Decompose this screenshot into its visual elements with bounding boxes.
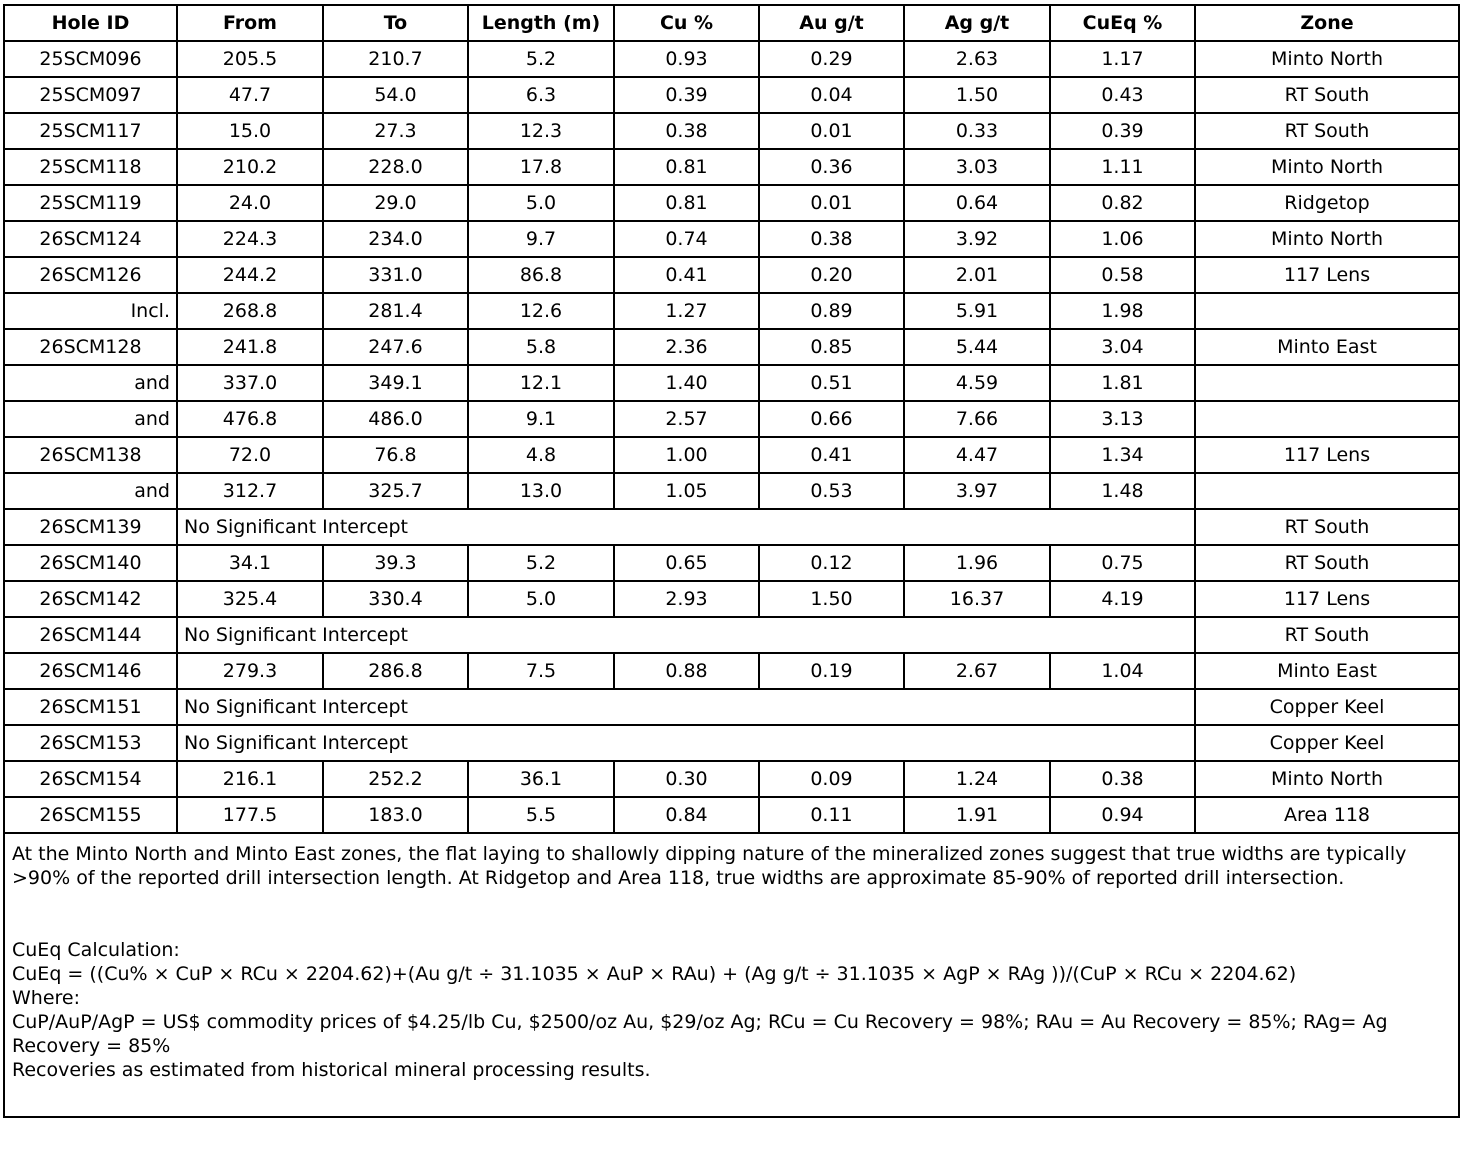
zone-cell: RT South [1195,509,1459,545]
cu-cell: 0.74 [614,221,759,257]
ag-cell: 0.64 [904,185,1050,221]
from-cell: 34.1 [177,545,323,581]
from-cell: 279.3 [177,653,323,689]
to-cell: 286.8 [323,653,468,689]
zone-cell: RT South [1195,113,1459,149]
cueq-cell: 0.39 [1050,113,1195,149]
table-row [4,221,1459,257]
ag-cell: 4.59 [904,365,1050,401]
hole-id-cell: 26SCM151 [4,689,177,725]
sub-interval-label: and [4,365,177,401]
to-cell: 76.8 [323,437,468,473]
spacer [12,890,1451,938]
to-cell: 39.3 [323,545,468,581]
zone-cell: Minto North [1195,761,1459,797]
au-cell: 0.38 [759,221,904,257]
zone-cell: Ridgetop [1195,185,1459,221]
length-cell: 5.2 [468,41,614,77]
table-row [4,365,1459,401]
ag-cell: 2.01 [904,257,1050,293]
to-cell: 29.0 [323,185,468,221]
length-cell: 12.3 [468,113,614,149]
au-cell: 0.36 [759,149,904,185]
cueq-cell: 0.82 [1050,185,1195,221]
cu-cell: 1.05 [614,473,759,509]
cu-cell: 1.40 [614,365,759,401]
table-row [4,41,1459,77]
no-intercept-cell: No Significant Intercept [177,509,1195,545]
col-header-hole-id: Hole ID [4,5,177,41]
no-intercept-cell: No Significant Intercept [177,617,1195,653]
hole-id-cell: 26SCM140 [4,545,177,581]
table-row [4,725,1459,761]
length-cell: 5.8 [468,329,614,365]
cueq-cell: 3.04 [1050,329,1195,365]
hole-id-cell: 25SCM097 [4,77,177,113]
col-header-cueq: CuEq % [1050,5,1195,41]
cu-cell: 1.27 [614,293,759,329]
to-cell: 486.0 [323,401,468,437]
hole-id-cell: 26SCM154 [4,761,177,797]
ag-cell: 3.97 [904,473,1050,509]
zone-cell: 117 Lens [1195,581,1459,617]
zone-cell [1195,473,1459,509]
to-cell: 183.0 [323,797,468,833]
zone-cell: 117 Lens [1195,257,1459,293]
hole-id-cell: 26SCM146 [4,653,177,689]
ag-cell: 5.44 [904,329,1050,365]
sub-interval-label: Incl. [4,293,177,329]
where-label: Where: [12,987,81,1009]
length-cell: 7.5 [468,653,614,689]
cueq-cell: 1.98 [1050,293,1195,329]
au-cell: 0.53 [759,473,904,509]
commodity-prices-note: CuP/AuP/AgP = US$ commodity prices of $4.25/lb Cu, $2500/oz Au, $29/oz Ag; RCu = Cu Recovery = 98%; RAu = Au Recovery = 85%; RAg= Ag Recovery = 85% [12,1011,1388,1057]
from-cell: 177.5 [177,797,323,833]
true-width-note: At the Minto North and Minto East zones, the flat laying to shallowly dipping nature of the mineralized zones suggest that true widths are typically >90% of the reported drill intersection length. At Ridgetop and Area 118, true widths are approximate 85-90% of reported drill intersection. [12,843,1407,889]
au-cell: 0.85 [759,329,904,365]
zone-cell: Minto North [1195,221,1459,257]
cueq-calc-heading: CuEq Calculation: [12,939,180,961]
au-cell: 0.41 [759,437,904,473]
ag-cell: 2.67 [904,653,1050,689]
table-row [4,77,1459,113]
table-row [4,293,1459,329]
cu-cell: 2.57 [614,401,759,437]
ag-cell: 16.37 [904,581,1050,617]
ag-cell: 1.50 [904,77,1050,113]
length-cell: 5.0 [468,185,614,221]
cu-cell: 0.93 [614,41,759,77]
table-row [4,509,1459,545]
from-cell: 47.7 [177,77,323,113]
ag-cell: 7.66 [904,401,1050,437]
col-header-to: To [323,5,468,41]
cueq-cell: 1.11 [1050,149,1195,185]
au-cell: 1.50 [759,581,904,617]
cueq-cell: 1.48 [1050,473,1195,509]
table-row [4,329,1459,365]
hole-id-cell: 25SCM119 [4,185,177,221]
notes-row [4,833,1459,1117]
cueq-cell: 1.81 [1050,365,1195,401]
hole-id-cell: 26SCM138 [4,437,177,473]
ag-cell: 4.47 [904,437,1050,473]
length-cell: 5.5 [468,797,614,833]
hole-id-cell: 25SCM117 [4,113,177,149]
zone-cell: Minto East [1195,653,1459,689]
length-cell: 5.0 [468,581,614,617]
cu-cell: 2.36 [614,329,759,365]
cueq-cell: 3.13 [1050,401,1195,437]
to-cell: 252.2 [323,761,468,797]
table-row [4,185,1459,221]
cueq-cell: 0.94 [1050,797,1195,833]
au-cell: 0.01 [759,185,904,221]
footnotes-cell [4,833,1459,1117]
length-cell: 86.8 [468,257,614,293]
table-row [4,797,1459,833]
cueq-cell: 1.34 [1050,437,1195,473]
cu-cell: 0.81 [614,185,759,221]
zone-cell: Copper Keel [1195,725,1459,761]
to-cell: 349.1 [323,365,468,401]
ag-cell: 1.91 [904,797,1050,833]
cu-cell: 0.81 [614,149,759,185]
table-header-row [4,5,1459,41]
length-cell: 6.3 [468,77,614,113]
sub-interval-label: and [4,473,177,509]
table-row [4,149,1459,185]
to-cell: 228.0 [323,149,468,185]
cu-cell: 0.65 [614,545,759,581]
ag-cell: 5.91 [904,293,1050,329]
au-cell: 0.29 [759,41,904,77]
table-row [4,401,1459,437]
table-row [4,581,1459,617]
zone-cell: Area 118 [1195,797,1459,833]
from-cell: 205.5 [177,41,323,77]
table-row [4,473,1459,509]
au-cell: 0.89 [759,293,904,329]
zone-cell [1195,401,1459,437]
hole-id-cell: 25SCM096 [4,41,177,77]
hole-id-cell: 26SCM153 [4,725,177,761]
ag-cell: 0.33 [904,113,1050,149]
length-cell: 5.2 [468,545,614,581]
au-cell: 0.04 [759,77,904,113]
au-cell: 0.11 [759,797,904,833]
cueq-cell: 0.43 [1050,77,1195,113]
ag-cell: 3.92 [904,221,1050,257]
zone-cell [1195,365,1459,401]
length-cell: 12.6 [468,293,614,329]
zone-cell: Copper Keel [1195,689,1459,725]
zone-cell: Minto North [1195,149,1459,185]
au-cell: 0.19 [759,653,904,689]
cueq-cell: 1.06 [1050,221,1195,257]
cu-cell: 0.39 [614,77,759,113]
hole-id-cell: 25SCM118 [4,149,177,185]
au-cell: 0.66 [759,401,904,437]
hole-id-cell: 26SCM144 [4,617,177,653]
zone-cell: RT South [1195,77,1459,113]
length-cell: 4.8 [468,437,614,473]
zone-cell: 117 Lens [1195,437,1459,473]
length-cell: 36.1 [468,761,614,797]
zone-cell [1195,293,1459,329]
table-row [4,653,1459,689]
from-cell: 210.2 [177,149,323,185]
from-cell: 216.1 [177,761,323,797]
cueq-cell: 0.38 [1050,761,1195,797]
cueq-cell: 4.19 [1050,581,1195,617]
cu-cell: 0.41 [614,257,759,293]
au-cell: 0.09 [759,761,904,797]
to-cell: 234.0 [323,221,468,257]
from-cell: 312.7 [177,473,323,509]
to-cell: 325.7 [323,473,468,509]
hole-id-cell: 26SCM124 [4,221,177,257]
au-cell: 0.51 [759,365,904,401]
cu-cell: 0.88 [614,653,759,689]
au-cell: 0.01 [759,113,904,149]
col-header-length: Length (m) [468,5,614,41]
drill-results-container [3,4,1458,1118]
zone-cell: Minto East [1195,329,1459,365]
length-cell: 9.1 [468,401,614,437]
from-cell: 476.8 [177,401,323,437]
sub-interval-label: and [4,401,177,437]
from-cell: 325.4 [177,581,323,617]
from-cell: 241.8 [177,329,323,365]
col-header-zone: Zone [1195,5,1459,41]
hole-id-cell: 26SCM142 [4,581,177,617]
from-cell: 268.8 [177,293,323,329]
table-row [4,617,1459,653]
from-cell: 224.3 [177,221,323,257]
cu-cell: 1.00 [614,437,759,473]
cueq-cell: 1.04 [1050,653,1195,689]
col-header-from: From [177,5,323,41]
recoveries-note: Recoveries as estimated from historical mineral processing results. [12,1059,651,1081]
length-cell: 13.0 [468,473,614,509]
ag-cell: 2.63 [904,41,1050,77]
no-intercept-cell: No Significant Intercept [177,725,1195,761]
ag-cell: 1.24 [904,761,1050,797]
hole-id-cell: 26SCM155 [4,797,177,833]
from-cell: 72.0 [177,437,323,473]
col-header-au: Au g/t [759,5,904,41]
cueq-cell: 0.75 [1050,545,1195,581]
to-cell: 247.6 [323,329,468,365]
zone-cell: Minto North [1195,41,1459,77]
table-row [4,545,1459,581]
table-row [4,761,1459,797]
hole-id-cell: 26SCM128 [4,329,177,365]
from-cell: 244.2 [177,257,323,293]
drill-results-table [3,4,1460,1118]
no-intercept-cell: No Significant Intercept [177,689,1195,725]
length-cell: 12.1 [468,365,614,401]
hole-id-cell: 26SCM126 [4,257,177,293]
cueq-cell: 1.17 [1050,41,1195,77]
cu-cell: 0.30 [614,761,759,797]
to-cell: 27.3 [323,113,468,149]
cueq-formula: CuEq = ((Cu% × CuP × RCu × 2204.62)+(Au g/t ÷ 31.1035 × AuP × RAu) + (Ag g/t ÷ 31.1035 × AgP × RAg ))/(CuP × RCu × 2204.62) [12,963,1297,985]
length-cell: 17.8 [468,149,614,185]
from-cell: 15.0 [177,113,323,149]
col-header-ag: Ag g/t [904,5,1050,41]
col-header-cu: Cu % [614,5,759,41]
to-cell: 331.0 [323,257,468,293]
cu-cell: 2.93 [614,581,759,617]
table-row [4,113,1459,149]
from-cell: 337.0 [177,365,323,401]
table-row [4,257,1459,293]
ag-cell: 1.96 [904,545,1050,581]
cueq-cell: 0.58 [1050,257,1195,293]
zone-cell: RT South [1195,545,1459,581]
cu-cell: 0.38 [614,113,759,149]
zone-cell: RT South [1195,617,1459,653]
ag-cell: 3.03 [904,149,1050,185]
table-body [4,41,1459,1117]
table-row [4,689,1459,725]
to-cell: 54.0 [323,77,468,113]
to-cell: 210.7 [323,41,468,77]
length-cell: 9.7 [468,221,614,257]
from-cell: 24.0 [177,185,323,221]
au-cell: 0.20 [759,257,904,293]
to-cell: 281.4 [323,293,468,329]
to-cell: 330.4 [323,581,468,617]
table-row [4,437,1459,473]
cu-cell: 0.84 [614,797,759,833]
hole-id-cell: 26SCM139 [4,509,177,545]
au-cell: 0.12 [759,545,904,581]
